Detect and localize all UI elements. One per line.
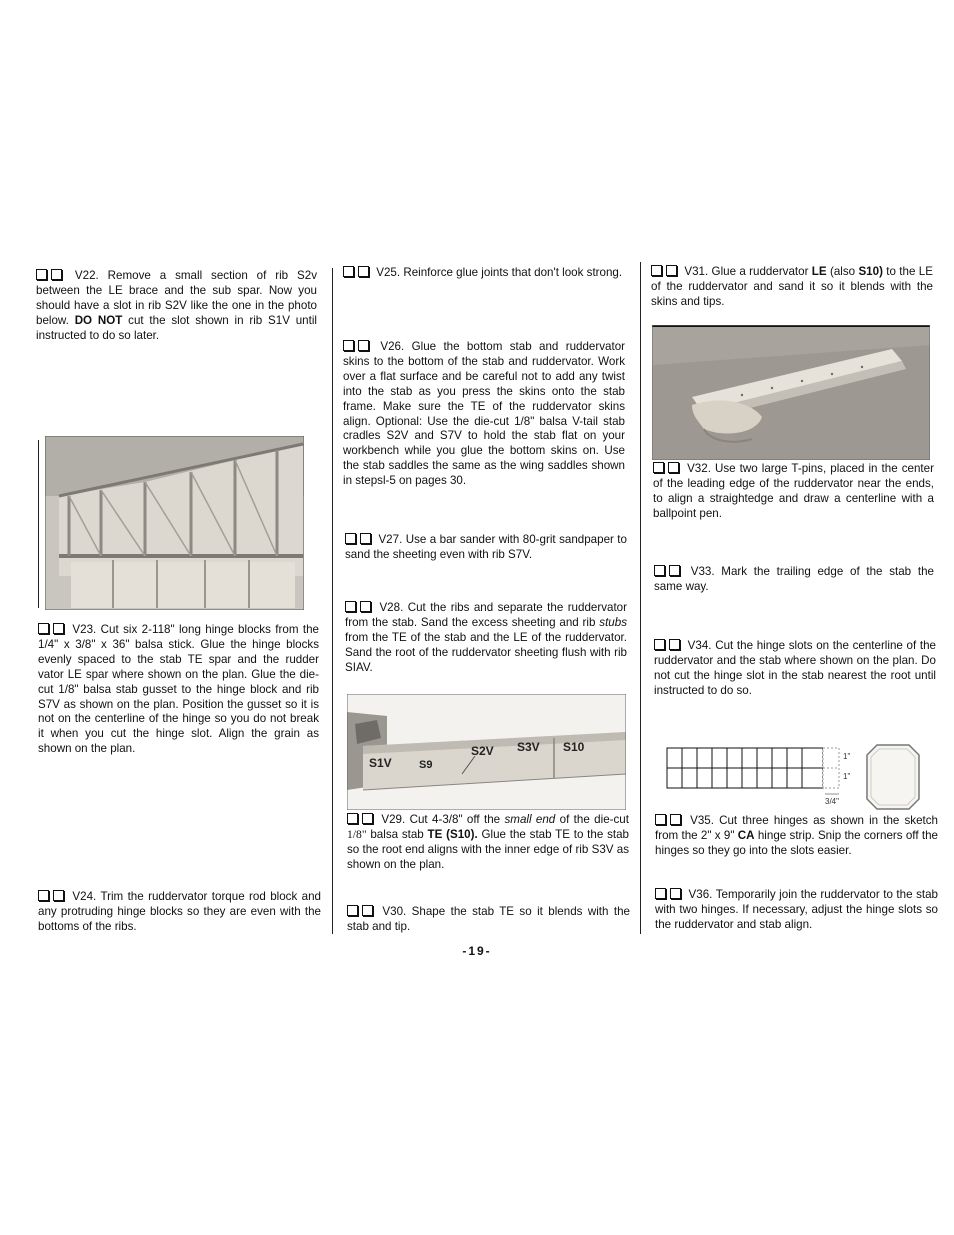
step-v24 — [38, 890, 321, 935]
checkbox-icon[interactable] — [360, 601, 371, 612]
checkbox-icon[interactable] — [655, 888, 666, 899]
photo-label-s1v: S1V — [369, 756, 392, 770]
checkbox-icon[interactable] — [358, 266, 369, 277]
step-text: Temporarily join the ruddervator to the stab with two hinges. If necessary, adjust the hinge slots so the ruddervator and stab align. — [655, 888, 938, 931]
step-text: Mark the trailing edge of the stab the same way. — [654, 565, 934, 593]
photo-stab-frame — [45, 436, 304, 610]
step-v35 — [655, 814, 938, 859]
step-text: Use two large T-pins, placed in the center of the leading edge of the ruddervator near the ends, to align a straightedge and draw a centerline with a ballpoint pen. — [653, 462, 934, 520]
checkbox-icon[interactable] — [36, 269, 47, 280]
step-text: Remove a small section of rib S2v between the LE brace and the sub spar. Now you should have a slot in rib S2V like the one in the photo below. — [36, 269, 317, 327]
checkbox-icon[interactable] — [668, 462, 679, 473]
checkbox-icon[interactable] — [654, 639, 665, 650]
hinge-strip-sketch — [665, 742, 921, 810]
step-text: balsa stab — [370, 827, 424, 841]
step-text: 1/8" — [347, 827, 367, 841]
step-text: Cut three hinges as shown in the sketch from the 2" x 9" — [655, 814, 938, 842]
checkbox-icon[interactable] — [38, 623, 49, 634]
step-v28 — [345, 601, 627, 676]
sketch-dimension: 3/4" — [825, 797, 839, 806]
step-label: V22. — [74, 269, 99, 282]
photo-label-s2v: S2V — [471, 744, 494, 758]
emphasis: LE — [811, 265, 827, 278]
step-text: Cut the hinge slots on the centerline of the ruddervator and the stab where shown on the plan. Do not cut the hinge slot in the stab nearest the root until instructed to do so. — [654, 639, 936, 697]
step-text: Cut six 2-118" long hinge blocks from the 1/4" x 3/8" x 36" balsa stick. Glue the hinge blocks evenly spaced to the stab TE spar and the rudder vator LE spar where shown on the plan. Glue the die-cut 1/8" balsa stab gusset to the hinge block and rib S7V as shown on the plan. Position the gusset so it is not on the centerline of the hinge so you do not break it when you cut the hinge slot. Align the grain as shown on the plan. — [38, 623, 319, 756]
checkbox-icon[interactable] — [38, 890, 49, 901]
step-v32 — [653, 462, 934, 522]
checkbox-icon[interactable] — [654, 565, 665, 576]
checkbox-icon[interactable] — [347, 905, 358, 916]
checkbox-icon[interactable] — [343, 266, 354, 277]
sketch-dimension: 1" — [843, 772, 851, 781]
sketch-dimension: 1" — [843, 752, 851, 761]
checkbox-icon[interactable] — [655, 814, 666, 825]
step-v23 — [38, 623, 319, 757]
checkbox-icon[interactable] — [669, 639, 680, 650]
checkbox-icon[interactable] — [362, 813, 373, 824]
checkbox-icon[interactable] — [670, 888, 681, 899]
emphasis: small end — [504, 813, 556, 826]
checkbox-icon[interactable] — [51, 269, 62, 280]
step-v29 — [347, 813, 629, 873]
page-number: -19- — [462, 944, 492, 958]
step-label: V31. — [684, 265, 709, 278]
step-label: V30. — [382, 905, 407, 918]
step-label: V29. — [381, 813, 406, 826]
checkbox-icon[interactable] — [669, 565, 680, 576]
step-v26 — [343, 340, 625, 489]
emphasis: DO NOT — [74, 313, 123, 327]
step-text: (also — [829, 265, 856, 278]
step-text: Cut 4-3/8" off the — [409, 813, 501, 826]
checkbox-icon[interactable] — [666, 265, 677, 276]
checkbox-icon[interactable] — [53, 890, 64, 901]
emphasis: S10) — [858, 265, 883, 278]
step-v31 — [651, 265, 933, 310]
step-text: Cut the ribs and separate the ruddervator from the stab. Sand the excess sheeting and rib — [345, 601, 627, 629]
step-text: to the LE of the ruddervator and sand it so it blends with the skins and tips. — [651, 265, 933, 308]
step-label: V27. — [378, 533, 403, 546]
step-label: V25. — [376, 266, 401, 279]
checkbox-icon[interactable] — [345, 533, 356, 544]
step-text: Glue the bottom stab and ruddervator skins to the bottom of the stab and ruddervator. Work over a flat surface and be careful not to add any twist into the stab as you press the skins onto the stab frame. Make sure the TE of the ruddervator skins align. Optional: Use the die-cut 1/8" balsa V-tail stab cradles S2V and S7V to hold the stab flat on your workbench while you glue the bottom skins on. Use the stab saddles the same as the wing saddles shown in stepsl-5 on pages 30. — [343, 340, 626, 488]
step-text: Shape the stab TE so it blends with the stab and tip. — [347, 905, 630, 933]
step-label: V33. — [690, 565, 715, 578]
step-label: V24. — [72, 890, 97, 903]
checkbox-icon[interactable] — [670, 814, 681, 825]
photo-label-s9: S9 — [419, 759, 433, 771]
step-label: V28. — [379, 601, 404, 614]
checkbox-icon[interactable] — [362, 905, 373, 916]
checkbox-icon[interactable] — [358, 340, 369, 351]
step-text: hinge strip. Snip the corners off the hinges so they go into the slots easier. — [655, 828, 938, 857]
emphasis: CA — [737, 828, 755, 842]
step-v22 — [36, 269, 317, 344]
column-divider — [332, 268, 333, 934]
emphasis: TE (S10). — [427, 827, 478, 841]
step-label: V26. — [380, 340, 405, 353]
step-text: Glue a ruddervator — [711, 265, 809, 278]
checkbox-icon[interactable] — [347, 813, 358, 824]
step-label: V23. — [72, 623, 97, 636]
checkbox-icon[interactable] — [653, 462, 664, 473]
step-text: cut the slot shown in rib S1V until instructed to do so later. — [36, 313, 317, 342]
step-v25 — [343, 266, 625, 281]
photo-label-s10: S10 — [563, 740, 585, 754]
step-v27 — [345, 533, 627, 563]
step-text: of the die-cut — [559, 813, 629, 826]
step-text: Glue the stab TE to the stab so the root end aligns with the inner edge of rib S3V as shown on the plan. — [347, 827, 629, 871]
checkbox-icon[interactable] — [345, 601, 356, 612]
step-label: V36. — [688, 888, 713, 901]
photo-hand-ruddervator — [652, 325, 930, 460]
step-text: Reinforce glue joints that don't look strong. — [403, 266, 623, 279]
step-v30 — [347, 905, 630, 935]
step-v36 — [655, 888, 938, 933]
step-label: V35. — [690, 814, 714, 827]
step-v34 — [654, 639, 936, 699]
photo-label-s3v: S3V — [517, 740, 540, 754]
column-divider — [640, 262, 641, 934]
photo-edge-rule — [38, 440, 39, 608]
checkbox-icon[interactable] — [53, 623, 64, 634]
checkbox-icon[interactable] — [651, 265, 662, 276]
checkbox-icon[interactable] — [360, 533, 371, 544]
step-text: Use a bar sander with 80-grit sandpaper to sand the sheeting even with rib S7V. — [345, 533, 627, 561]
photo-stab-te — [347, 694, 626, 810]
emphasis: stubs — [599, 615, 627, 629]
step-label: V34. — [687, 639, 712, 652]
checkbox-icon[interactable] — [343, 340, 354, 351]
step-text: from the TE of the stab and the LE of the ruddervator. Sand the root of the ruddervator sheeting flush with rib SIAV. — [345, 630, 627, 674]
step-v33 — [654, 565, 934, 595]
step-label: V32. — [687, 462, 711, 475]
step-text: Trim the ruddervator torque rod block and any protruding hinge blocks so they are even with the bottoms of the ribs. — [38, 890, 321, 933]
